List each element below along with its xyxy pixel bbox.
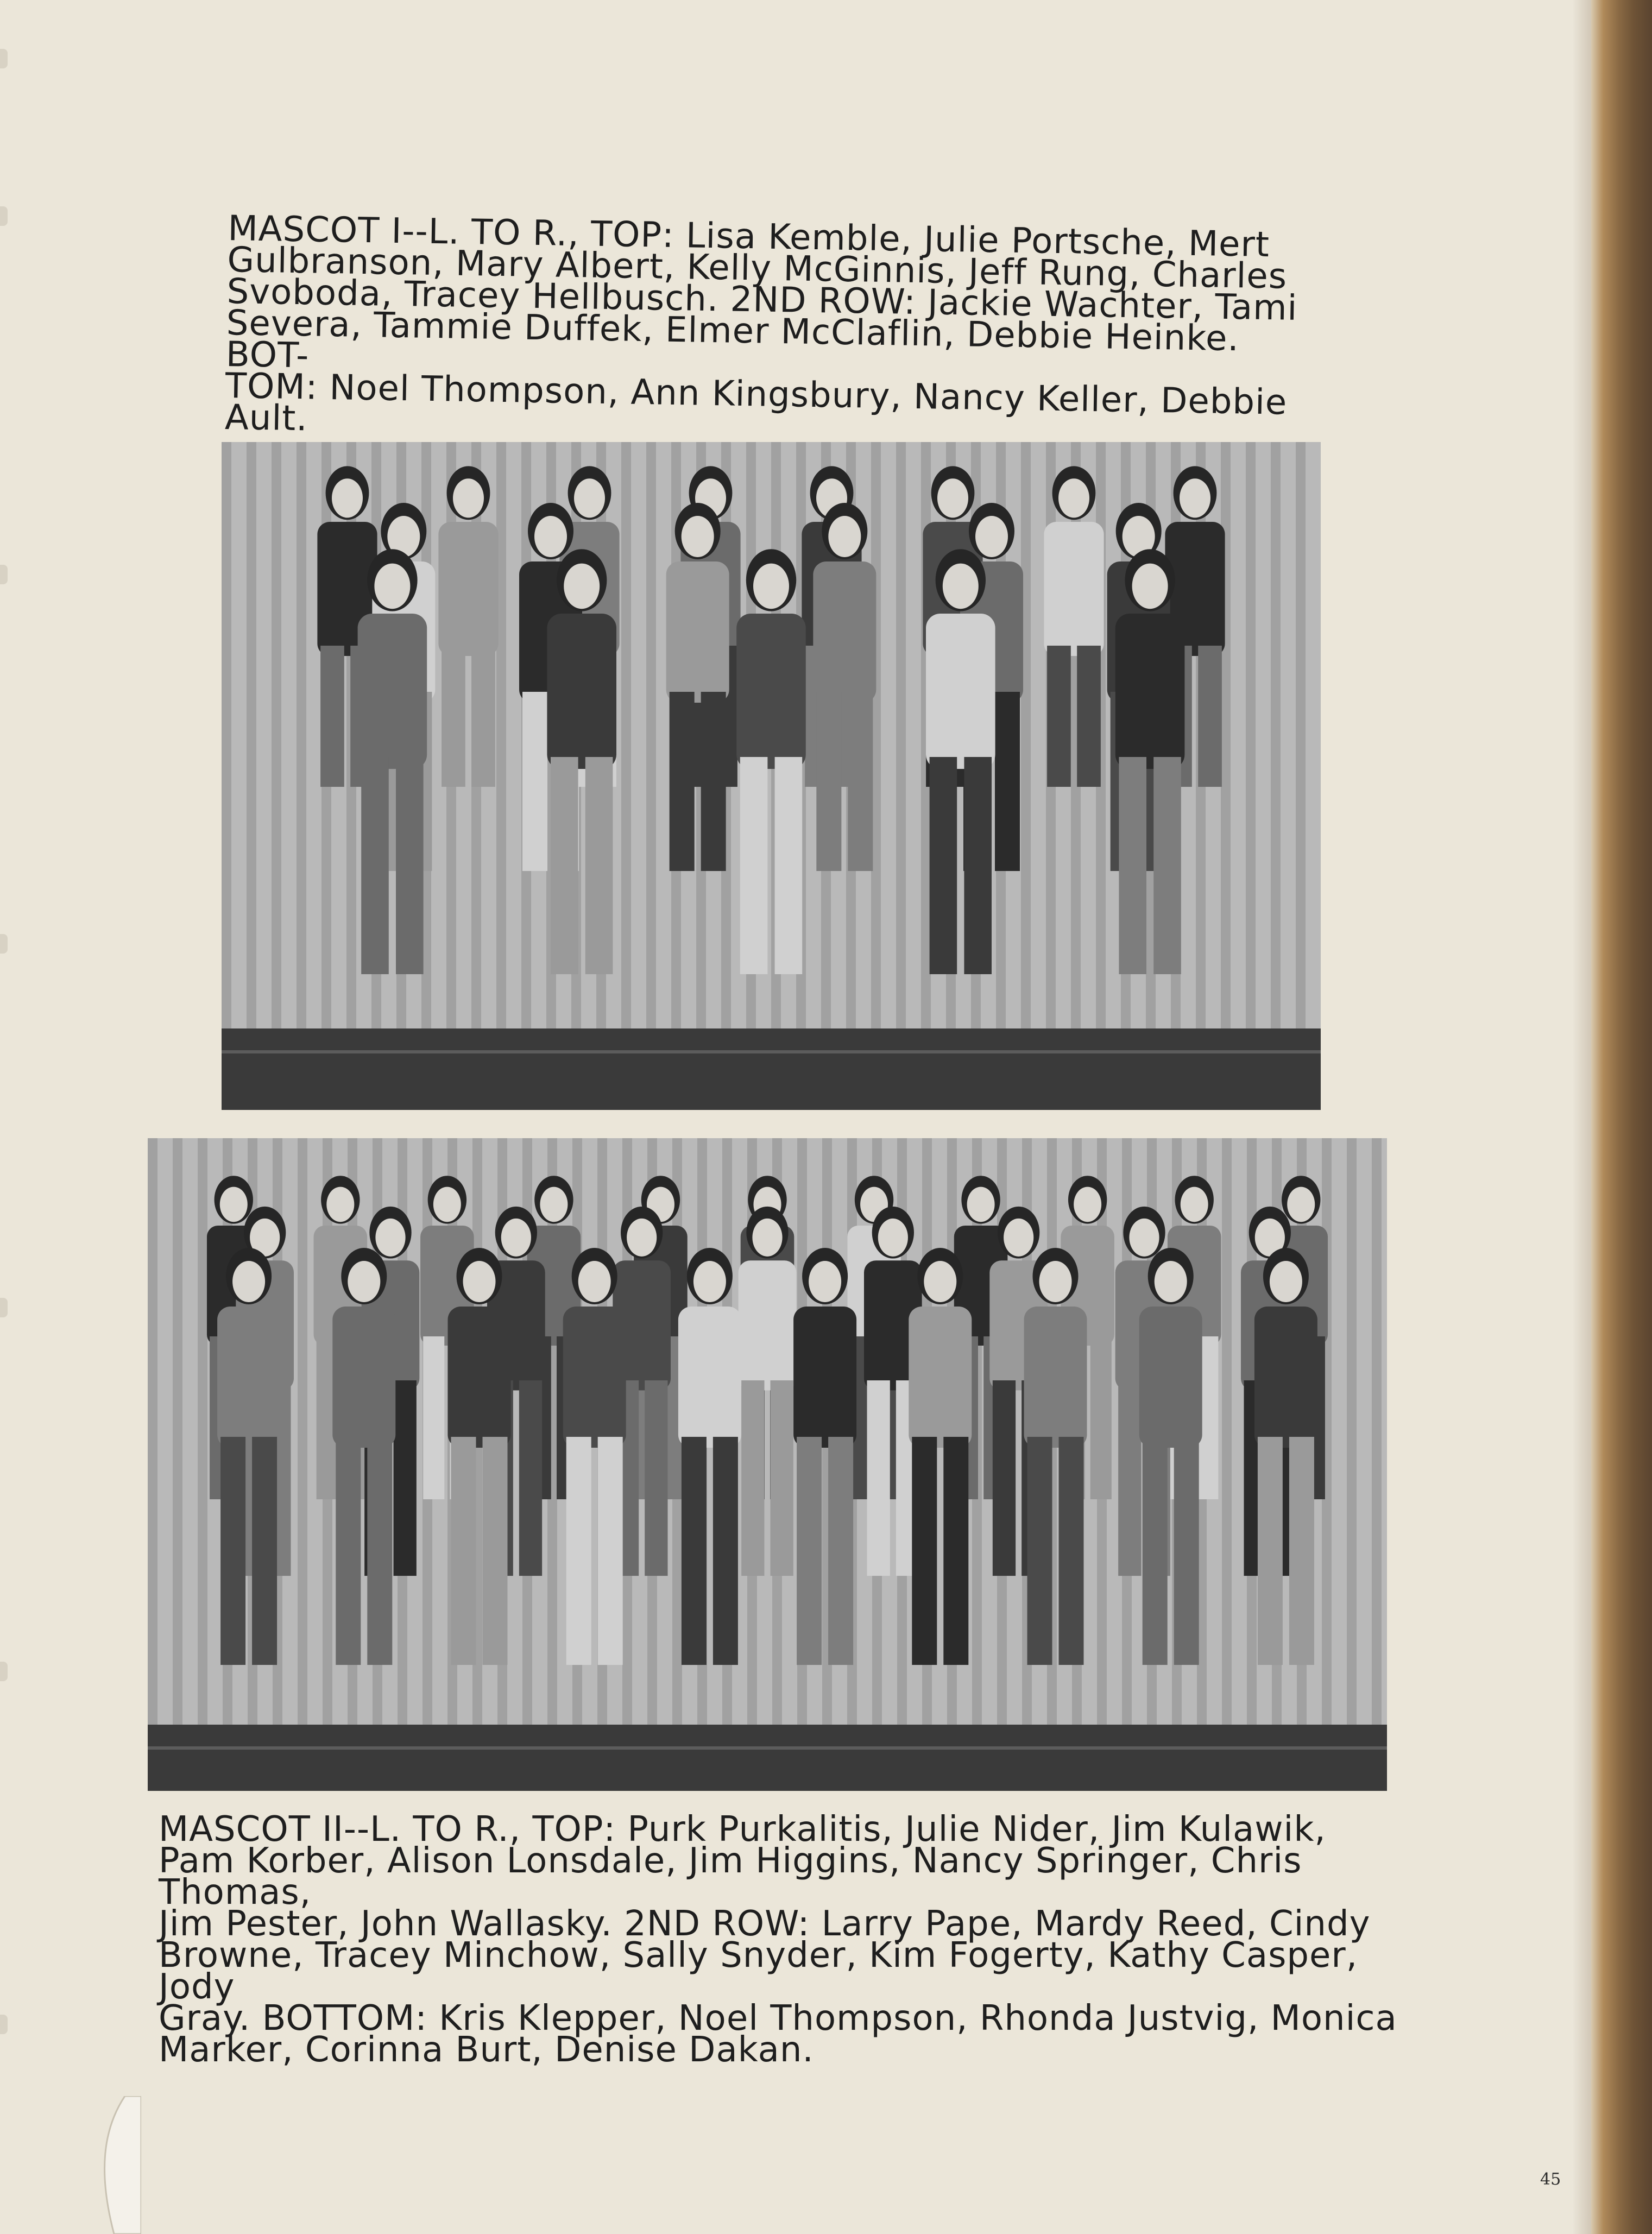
page-number: 45	[1540, 2170, 1561, 2189]
book-binding	[1591, 0, 1652, 2234]
page-corner-curl	[92, 2096, 141, 2234]
edge-mark	[0, 1298, 8, 1317]
mascot-i-group-photo	[222, 442, 1321, 1110]
edge-mark	[0, 49, 8, 68]
edge-mark	[0, 206, 8, 226]
mascot-i-caption: MASCOT I--L. TO R., TOP: Lisa Kemble, Julie Portsche, Mert Gulbranson, Mary Albert, Kelly McGinnis, Jeff Rung, Charles Svoboda, Tracey Hellbusch. 2ND ROW: Jackie Wachter, Tami Severa, Tammie Duffek, Elmer McClaflin, Debbie Heinke. BOT- TOM: Noel Thompson, Ann Kingsbury, Nancy Keller, Debbie Ault.	[224, 209, 1298, 439]
mascot-ii-caption: MASCOT II--L. TO R., TOP: Purk Purkalitis, Julie Nider, Jim Kulawik, Pam Korber, Alison Lonsdale, Jim Higgins, Nancy Springer, Chris Thomas, Jim Pester, John Wallasky. 2ND ROW: Larry Pape, Mardy Reed, Cindy Browne, Tracey Minchow, Sally Snyder, Kim Fogerty, Kathy Casper, Jody Gray. BOTTOM: Kris Klepper, Noel Thompson, Rhonda Justvig, Monica Marker, Corinna Burt, Denise Dakan.	[159, 1809, 1397, 2070]
edge-mark	[0, 2015, 8, 2034]
edge-mark	[0, 934, 8, 954]
binding-shadow	[1572, 0, 1594, 2234]
edge-mark	[0, 1662, 8, 1681]
mascot-ii-group-photo	[148, 1138, 1387, 1791]
mascot-ii-photo-drawing	[148, 1138, 1387, 1791]
edge-mark	[0, 565, 8, 584]
mascot-i-photo-drawing	[222, 442, 1321, 1110]
